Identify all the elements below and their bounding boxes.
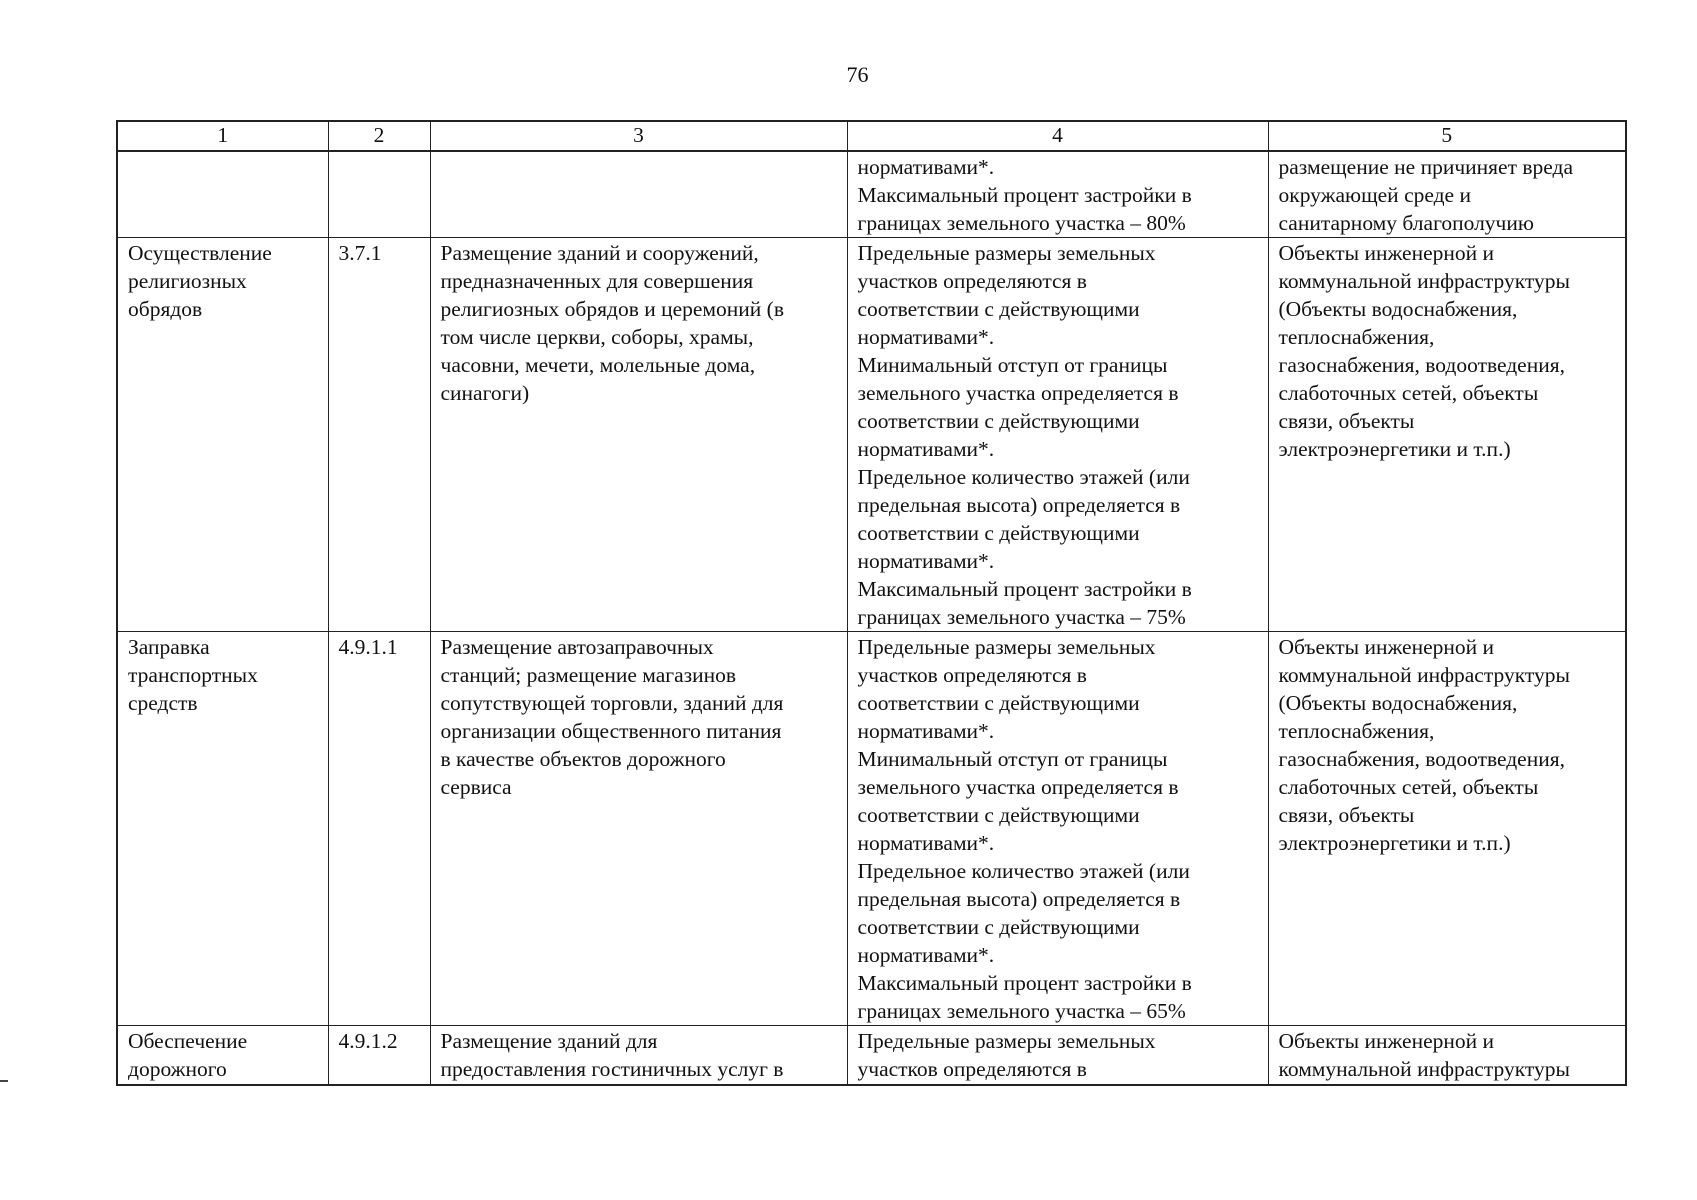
use-code-cell: 3.7.1	[328, 238, 430, 632]
cell-text-line: нормативами*.	[857, 719, 995, 743]
table-row	[117, 1026, 1626, 1086]
cell-text-line: связи, объекты	[1278, 409, 1415, 433]
cell-text-line: предоставления гостиничных услуг в	[440, 1057, 784, 1081]
cell-text-line: нормативами*.	[857, 943, 995, 967]
cell-text-line: размещение не причиняет вреда	[1278, 155, 1574, 179]
header-cell-4: 4	[847, 121, 1268, 151]
cell-text-line: коммунальной инфраструктуры	[1278, 663, 1570, 687]
cell-text-line: синагоги)	[440, 381, 530, 405]
use-name-cell	[117, 1026, 328, 1086]
cell-text-line: предельная высота) определяется в	[857, 493, 1181, 517]
cell-text-line: предельная высота) определяется в	[857, 887, 1181, 911]
cell-text-line: нормативами*.	[857, 549, 995, 573]
cell-text-line: соответствии с действующими	[857, 409, 1140, 433]
cell-text-line: соответствии с действующими	[857, 691, 1140, 715]
objects-cell	[1268, 238, 1626, 632]
table-row	[117, 238, 1626, 632]
table-header-row	[117, 121, 1626, 151]
cell-text-line: Предельные размеры земельных	[857, 635, 1156, 659]
cell-text-line: теплоснабжения,	[1278, 719, 1435, 743]
cell-text-line: Предельное количество этажей (или	[857, 859, 1190, 883]
cell-text-line: средств	[128, 691, 198, 715]
cell-text-line: слаботочных сетей, объекты	[1278, 775, 1539, 799]
objects-cell	[1268, 1026, 1626, 1086]
cell-text-line: коммунальной инфраструктуры	[1278, 269, 1570, 293]
description-cell	[430, 151, 847, 238]
cell-text-line: участков определяются в	[857, 1057, 1087, 1081]
objects-cell	[1268, 632, 1626, 1026]
cell-text-line: нормативами*.	[857, 325, 995, 349]
cell-text-line: соответствии с действующими	[857, 803, 1140, 827]
use-code-cell: 4.9.1.1	[328, 632, 430, 1026]
cell-text-line: Минимальный отступ от границы	[857, 353, 1168, 377]
cell-text-line: сервиса	[440, 775, 512, 799]
cell-text-line: Предельное количество этажей (или	[857, 465, 1190, 489]
cell-text-line: Объекты инженерной и	[1278, 1029, 1495, 1053]
cell-text-line: нормативами*.	[857, 155, 995, 179]
table-row	[117, 632, 1626, 1026]
parameters-cell	[847, 632, 1268, 1026]
cell-text-line: нормативами*.	[857, 831, 995, 855]
cell-text-line: слаботочных сетей, объекты	[1278, 381, 1539, 405]
cell-text-line: в качестве объектов дорожного	[440, 747, 726, 771]
cell-text-line: Максимальный процент застройки в	[857, 183, 1192, 207]
use-code-cell: 4.9.1.2	[328, 1026, 430, 1086]
cell-text-line: Минимальный отступ от границы	[857, 747, 1168, 771]
cell-text-line: организации общественного питания	[440, 719, 782, 743]
description-cell	[430, 238, 847, 632]
cell-text-line: соответствии с действующими	[857, 915, 1140, 939]
page-number: 76	[846, 62, 869, 87]
cell-text-line: границах земельного участка – 80%	[857, 211, 1186, 235]
table-row	[117, 151, 1626, 238]
cell-text-line: Размещение зданий для	[440, 1029, 658, 1053]
cell-text-line: санитарному благополучию	[1278, 211, 1534, 235]
cell-text-line: окружающей среде и	[1278, 183, 1471, 207]
cell-text-line: Предельные размеры земельных	[857, 241, 1156, 265]
cell-text-line: дорожного	[128, 1057, 227, 1081]
header-cell-5: 5	[1268, 121, 1626, 151]
cell-text-line: Предельные размеры земельных	[857, 1029, 1156, 1053]
cell-text-line: Заправка	[128, 635, 210, 659]
cell-text-line: том числе церкви, соборы, храмы,	[440, 325, 754, 349]
cell-text-line: связи, объекты	[1278, 803, 1415, 827]
cell-text-line: коммунальной инфраструктуры	[1278, 1057, 1570, 1081]
cell-text-line: предназначенных для совершения	[440, 269, 754, 293]
parameters-cell	[847, 151, 1268, 238]
cell-text-line: участков определяются в	[857, 269, 1087, 293]
description-cell	[430, 632, 847, 1026]
cell-text-line: газоснабжения, водоотведения,	[1278, 353, 1566, 377]
margin-mark	[0, 1080, 8, 1082]
cell-text-line: обрядов	[128, 297, 203, 321]
zoning-table	[116, 120, 1627, 1086]
parameters-cell	[847, 1026, 1268, 1086]
table-body	[117, 121, 1626, 1085]
cell-text-line: нормативами*.	[857, 437, 995, 461]
cell-text-line: Объекты инженерной и	[1278, 635, 1495, 659]
cell-text-line: транспортных	[128, 663, 258, 687]
cell-text-line: (Объекты водоснабжения,	[1278, 691, 1518, 715]
description-cell	[430, 1026, 847, 1086]
cell-text-line: теплоснабжения,	[1278, 325, 1435, 349]
cell-text-line: Максимальный процент застройки в	[857, 971, 1192, 995]
cell-text-line: электроэнергетики и т.п.)	[1278, 831, 1511, 855]
cell-text-line: часовни, мечети, молельные дома,	[440, 353, 756, 377]
cell-text-line: соответствии с действующими	[857, 297, 1140, 321]
cell-text-line: Объекты инженерной и	[1278, 241, 1495, 265]
cell-text-line: границах земельного участка – 75%	[857, 605, 1186, 629]
use-code-cell	[328, 151, 430, 238]
cell-text-line: границах земельного участка – 65%	[857, 999, 1186, 1023]
use-name-cell	[117, 632, 328, 1026]
cell-text-line: сопутствующей торговли, зданий для	[440, 691, 784, 715]
cell-text-line: Максимальный процент застройки в	[857, 577, 1192, 601]
cell-text-line: Размещение автозаправочных	[440, 635, 714, 659]
objects-cell	[1268, 151, 1626, 238]
cell-text-line: земельного участка определяется в	[857, 381, 1179, 405]
cell-text-line: земельного участка определяется в	[857, 775, 1179, 799]
cell-text-line: электроэнергетики и т.п.)	[1278, 437, 1511, 461]
cell-text-line: Размещение зданий и сооружений,	[440, 241, 759, 265]
cell-text-line: газоснабжения, водоотведения,	[1278, 747, 1566, 771]
cell-text-line: Обеспечение	[128, 1029, 248, 1053]
use-name-cell	[117, 151, 328, 238]
cell-text-line: религиозных обрядов и церемоний (в	[440, 297, 784, 321]
cell-text-line: Осуществление	[128, 241, 272, 265]
header-cell-2: 2	[328, 121, 430, 151]
cell-text-line: участков определяются в	[857, 663, 1087, 687]
parameters-cell	[847, 238, 1268, 632]
use-name-cell	[117, 238, 328, 632]
cell-text-line: религиозных	[128, 269, 247, 293]
cell-text-line: станций; размещение магазинов	[440, 663, 737, 687]
header-cell-3: 3	[430, 121, 847, 151]
header-cell-1: 1	[117, 121, 328, 151]
cell-text-line: (Объекты водоснабжения,	[1278, 297, 1518, 321]
cell-text-line: соответствии с действующими	[857, 521, 1140, 545]
